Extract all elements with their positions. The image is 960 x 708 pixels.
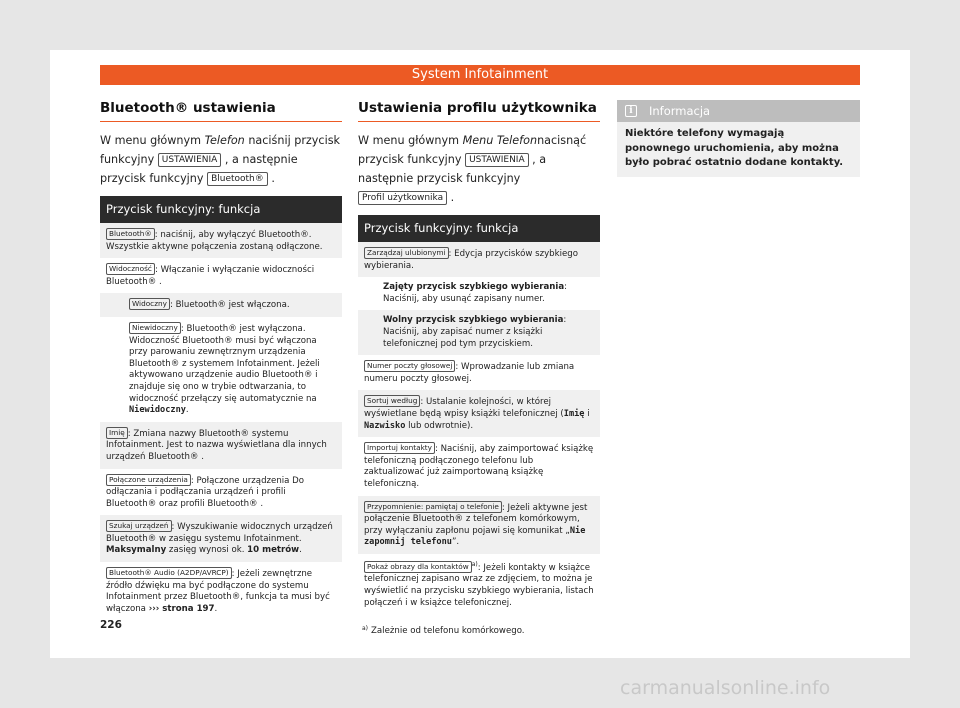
info-box-header: i Informacja (617, 100, 860, 122)
user-profile-intro: W menu głównym Menu Telefonnacisnąć przycisk funkcyjny USTAWIENIA , a następnie przycisk funkcyjny Profil użytkownika . (358, 134, 587, 204)
function-table (100, 223, 342, 620)
user-profile-heading: Ustawienia profilu użytkownika (358, 100, 600, 122)
settings-key: USTAWIENIA (465, 153, 529, 167)
table-row: Widoczność : Włączanie i wyłączanie widoczności Bluetooth® . (100, 258, 342, 293)
table-row: Bluetooth® : naciśnij, aby wyłączyć Bluetooth®. Wszystkie aktywne połączenia zostaną odłączone. (100, 223, 342, 258)
table-row: Wolny przycisk szybkiego wybierania: Naciśnij, aby zapisać numer z książki telefonicznej pod tym przyciskiem. (358, 310, 600, 355)
bluetooth-settings-heading: Bluetooth® ustawienia (100, 100, 342, 122)
table-header: Przycisk funkcyjny: funkcja (358, 215, 600, 242)
watermark: carmanualsonline.info (620, 677, 831, 699)
footnote: $^{a)}$ Zależnie od telefonu komórkowego. (362, 625, 525, 637)
section-banner: System Infotainment (100, 65, 860, 85)
page-number: 226 (100, 619, 122, 631)
user-profile-column (358, 100, 600, 646)
table-row: Niewidoczny : Bluetooth® jest wyłączona. Widoczność Bluetooth® musi być włączona przy parowaniu zewnętrznym urządzenia Bluetooth® z systemem Infotainment. Jeżeli aktywowano urządzenie audio Bluetooth® i znajduje się ono w trybie odtwarzania, to widoczność przełączy się automatycznie na Niewidoczny. (100, 317, 342, 422)
user-profile-key: Profil użytkownika (358, 191, 447, 205)
table-row: Zarządzaj ulubionymi : Edycja przycisków szybkiego wybierania. (358, 242, 600, 277)
table-row: Sortuj według : Ustalanie kolejności, w której wyświetlane będą wpisy książki telefonicznej (Imię i Nazwisko lub odwrotnie). (358, 390, 600, 437)
table-row: Imię : Zmiana nazwy Bluetooth® systemu Infotainment. Jest to nazwa wyświetlana dla innych urządzeń Bluetooth® . (100, 422, 342, 469)
table-row: Widoczny : Bluetooth® jest włączona. (100, 293, 342, 317)
function-table (358, 242, 600, 614)
settings-key: USTAWIENIA (158, 153, 222, 167)
table-row: Numer poczty głosowej : Wprowadzanie lub zmiana numeru poczty głosowej. (358, 355, 600, 390)
info-icon: i (625, 105, 637, 117)
table-row: Zajęty przycisk szybkiego wybierania: Naciśnij, aby usunąć zapisany numer. (358, 277, 600, 310)
table-row: Przypomnienie: pamiętaj o telefonie : Jeżeli aktywne jest połączenie Bluetooth® z telefonem komórkowym, przy wyłączaniu zapłonu pojawi się komunikat „Nie zapomnij telefonu”. (358, 496, 600, 554)
table-header: Przycisk funkcyjny: funkcja (100, 196, 342, 223)
page-reference: ››› strona 197 (148, 603, 215, 614)
table-row: Pokaż obrazy dla kontaktów $^{a)}$: Jeżeli kontakty w książce telefonicznej zapisano wraz ze zdjęciem, to można je wyświetlić na przycisku szybkiego wybierania, listach połączeń i w książce telefonicznej. (358, 554, 600, 614)
table-row: Importuj kontakty : Naciśnij, aby zaimportować książkę telefoniczną podłączonego telefonu lub zaktualizować już zaimportowaną książkę telefoniczną. (358, 437, 600, 495)
bluetooth-intro: W menu głównym Telefon naciśnij przycisk funkcyjny USTAWIENIA , a następnie przycisk funkcyjny Bluetooth® . (100, 134, 340, 185)
bluetooth-key: Bluetooth® (207, 172, 268, 186)
info-box-body: Niektóre telefony wymagają ponownego uruchomienia, aby można było pobrać ostatnio dodane kontakty. (617, 122, 860, 177)
table-row: Połączone urządzenia : Połączone urządzenia Do odłączania i podłączania urządzeń i profili Bluetooth® oraz profili Bluetooth® . (100, 469, 342, 516)
bluetooth-settings-column (100, 100, 342, 620)
info-box (617, 100, 860, 177)
table-row: Szukaj urządzeń : Wyszukiwanie widocznych urządzeń Bluetooth® w zasięgu systemu Infotainment. Maksymalny zasięg wynosi ok. 10 metrów. (100, 515, 342, 562)
table-row: Bluetooth® Audio (A2DP/AVRCP) : Jeżeli zewnętrzne źródło dźwięku ma być podłączone do systemu Infotainment przez Bluetooth®, funkcja ta musi być włączona ››› strona 197. (100, 562, 342, 620)
